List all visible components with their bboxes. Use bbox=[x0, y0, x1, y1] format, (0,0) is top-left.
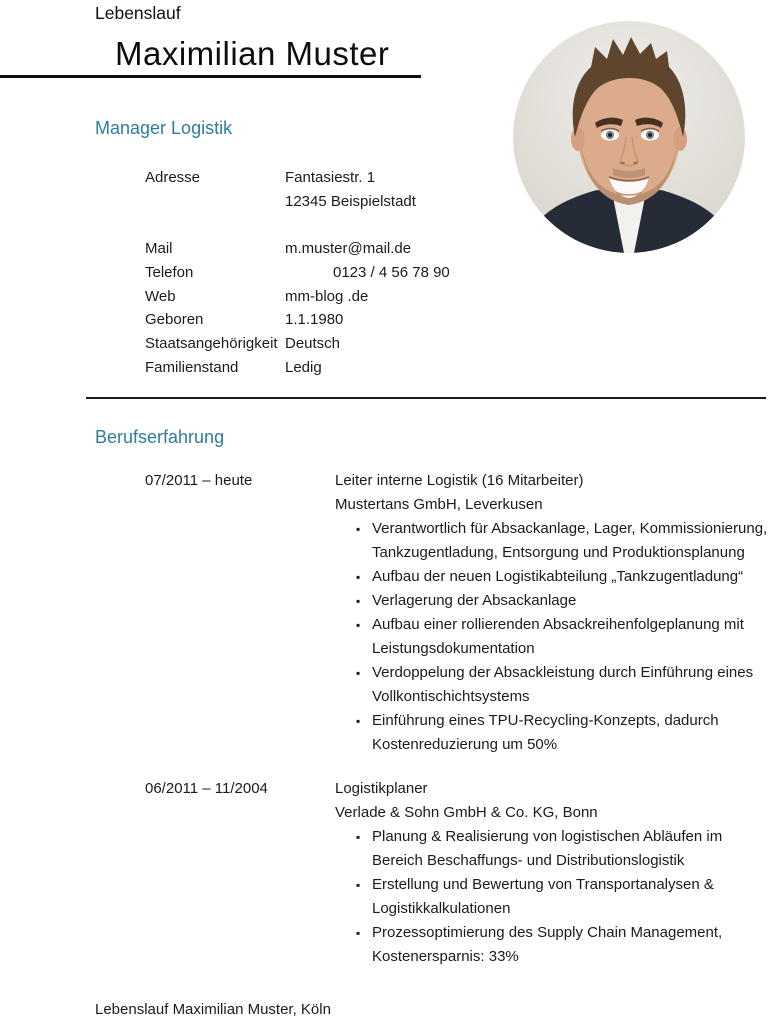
contact-row-geboren bbox=[145, 308, 625, 332]
contact-label: Mail bbox=[145, 240, 173, 258]
contact-label: Web bbox=[145, 287, 176, 305]
experience-bullets bbox=[335, 517, 769, 757]
contact-value: Ledig bbox=[285, 358, 322, 376]
contact-label: Telefon bbox=[145, 263, 194, 281]
contact-value: Fantasiestr. 1 bbox=[285, 169, 376, 186]
experience-role: Logistikplaner bbox=[335, 780, 428, 797]
contact-value: Deutsch bbox=[285, 334, 341, 352]
experience-bullet: ▪ Aufbau einer rollierenden Absackreihenfolgeplanung mit Leistungsdokumentation bbox=[335, 613, 769, 661]
experience-bullet: ▪ Erstellung und Bewertung von Transportanalysen & Logistikkalkulationen bbox=[335, 873, 769, 921]
contact-row-web bbox=[145, 285, 625, 309]
contact-value: m.muster@mail.de bbox=[285, 240, 412, 258]
section-divider bbox=[86, 397, 766, 399]
experience-details bbox=[335, 777, 769, 969]
contact-label: Staatsangehörigkeit bbox=[145, 334, 278, 352]
experience-period: 07/2011 – heute bbox=[145, 472, 253, 489]
page-title: Maximilian Muster bbox=[115, 35, 390, 72]
experience-bullet: ▪ Prozessoptimierung des Supply Chain Management, Kostenersparnis: 33% bbox=[335, 921, 769, 969]
page-footer: Lebenslauf Maximilian Muster, Köln bbox=[95, 1001, 331, 1018]
contact-label: Geboren bbox=[145, 311, 204, 329]
experience-section bbox=[145, 469, 769, 969]
contact-row-telefon bbox=[145, 261, 625, 285]
experience-entry bbox=[145, 469, 769, 757]
experience-bullet: ▪ Verlagerung der Absackanlage bbox=[335, 589, 769, 613]
experience-details bbox=[335, 469, 769, 757]
experience-company: Verlade & Sohn GmbH & Co. KG, Bonn bbox=[335, 804, 598, 821]
contact-row-mail bbox=[145, 237, 625, 261]
contact-value: 1.1.1980 bbox=[285, 311, 344, 329]
experience-company: Mustertans GmbH, Leverkusen bbox=[335, 496, 543, 513]
experience-bullet: ▪ Verdoppelung der Absackleistung durch Einführung eines Vollkontischichtsystems bbox=[335, 661, 769, 709]
contact-row-staatsangehoerigkeit bbox=[145, 332, 625, 356]
contact-section bbox=[145, 166, 625, 379]
contact-value: 12345 Beispielstadt bbox=[285, 192, 416, 210]
experience-period: 06/2011 – 11/2004 bbox=[145, 780, 268, 797]
doc-type-label: Lebenslauf bbox=[95, 3, 181, 23]
contact-value: mm-blog .de bbox=[285, 287, 369, 305]
experience-bullet: ▪ Planung & Realisierung von logistischen Abläufen im Bereich Beschaffungs- und Distributionslogistik bbox=[335, 825, 769, 873]
experience-bullets bbox=[335, 825, 769, 969]
experience-bullet: ▪ Aufbau der neuen Logistikabteilung „Tankzugentladung“ bbox=[335, 565, 769, 589]
experience-heading: Berufserfahrung bbox=[95, 427, 225, 447]
contact-row-familienstand bbox=[145, 356, 625, 380]
title-underline bbox=[0, 75, 421, 78]
contact-label: Familienstand bbox=[145, 358, 239, 376]
experience-bullet: ▪ Einführung eines TPU-Recycling-Konzepts, dadurch Kostenreduzierung um 50% bbox=[335, 709, 769, 757]
contact-value: 0123 / 4 56 78 90 bbox=[333, 263, 450, 281]
experience-role: Leiter interne Logistik (16 Mitarbeiter) bbox=[335, 472, 584, 489]
experience-entry bbox=[145, 777, 769, 969]
contact-row-adresse bbox=[145, 166, 625, 190]
contact-label: Adresse bbox=[145, 169, 201, 186]
experience-bullet: ▪ Verantwortlich für Absackanlage, Lager, Kommissionierung, Tankzugentladung, Entsorgung und Produktionsplanung bbox=[335, 517, 769, 565]
job-role-heading: Manager Logistik bbox=[95, 118, 233, 138]
contact-row-adresse-2 bbox=[145, 190, 625, 214]
